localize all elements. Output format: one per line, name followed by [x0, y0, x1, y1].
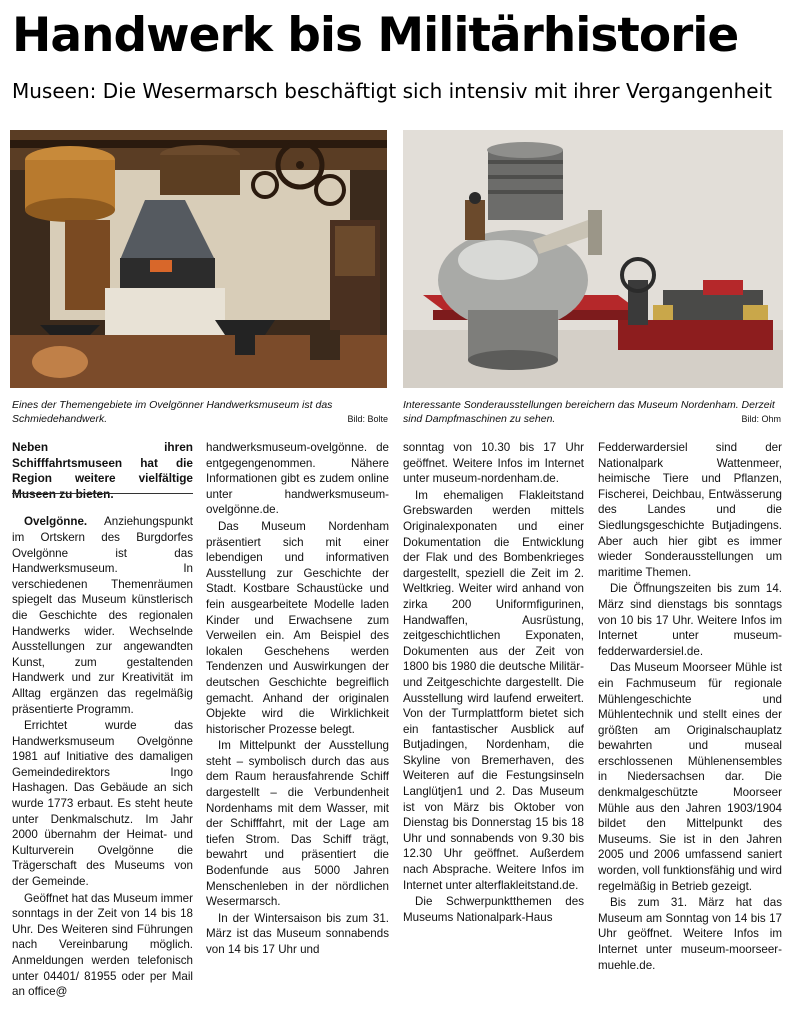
headline: Handwerk bis Militärhistorie — [12, 8, 739, 63]
photo-caption-left — [12, 398, 388, 426]
paragraph: Fedderwardersiel sind der Nationalpark Wattenmeer, heimische Tiere und Pflanzen, Fischerei, Deichbau, Entwässerung des Landes und die Siedlungsgeschichte Butjadingens. Aber auch hier gibt es immer wieder Sonderausstellungen um maritime Themen. — [598, 441, 782, 579]
article-column-1 — [12, 440, 193, 1000]
paragraph: Das Museum Moorseer Mühle ist ein Fachmuseum für regionale Mühlengeschichte und Mühlentechnik und stellt eines der größten am Originalschauplatz bewahrten und museal erschlossenen Mühlenensembles in Niedersachsen dar. Die denkmalgeschützte Moorseer Mühle aus den Jahren 1903/1904 bildet den Mittelpunkt des Museums. Sie ist in den Jahren 2005 und 2006 umfassend saniert worden, voll funktionsfähig und wird regelmäßig in Betrieb gezeigt. — [598, 661, 782, 893]
paragraph — [12, 514, 193, 717]
article-lead: Neben ihren Schifffahrtsmuseen hat die Region weitere vielfältige Museen zu bieten. — [12, 440, 193, 501]
caption-text: Interessante Sonderausstellungen bereichern das Museum Nordenham. Derzeit sind Dampfmaschinen zu sehen. — [403, 399, 775, 425]
paragraph: Bis zum 31. März hat das Museum am Sonntag von 14 bis 17 Uhr geöffnet. Weitere Infos im Internet unter museum-moorseer-muehle.de. — [598, 896, 782, 972]
paragraph: In der Wintersaison bis zum 31. März ist das Museum sonnabends von 14 bis 17 Uhr und — [206, 911, 389, 956]
paragraph: Geöffnet hat das Museum immer sonntags in der Zeit von 14 bis 18 Uhr. Des Weiteren sind Führungen nach Vereinbarung möglich. Anmeldungen werden telefonisch unter 04401/ 81955 oder per Mail an office@ — [12, 891, 193, 999]
paragraph: Im ehemaligen Flakleitstand Grebswarden werden mittels Originalexponaten und einer Dokumentation die Entwicklung der Flak und des Bombenkrieges dargestellt, speziell die Zeit im 2. Weltkrieg. Weiter wird anhand von zirka 200 Uniformfigurinen, Handwaffen, Ausrüstung, zeitgeschichtlichen Exponaten, Dokumenten aus der Zeit von 1800 bis 1980 die deutsche Militär- und Zeitgeschichte dargestellt. Die Ausstellung wird laufend erweitert. Von der Turmplattform bietet sich ein fantastischer Ausblick auf Butjadingen, Nordenham, die Skyline von Bremerhaven, des Weiteren auf die Festungsinseln Langlütjen1 und 2. Das Museum ist von März bis Oktober von Dienstag bis Donnerstag 15 bis 18 Uhr und sonnabends von 9.30 bis 12.30 Uhr geöffnet. Außerdem nach Absprache. Weitere Infos im Internet unter alterflakleitstand.de. — [403, 488, 584, 892]
blacksmith-workshop-photo — [10, 130, 387, 388]
paragraph: Errichtet wurde das Handwerksmuseum Ovelgönne 1981 auf Initiative des damaligen Gemeindedirektors Ingo Hashagen. Das Gebäude an sich wurde 1773 erbaut. Es steht heute unter Denkmalschutz. Im Jahr 2000 übernahm der Heimat- und Kulturverein Ovelgönne die Trägerschaft des Museums von der Gemeinde. — [12, 719, 193, 889]
paragraph-text: Anziehungspunkt im Ortskern des Burgdorfes Ovelgönne ist das Handwerksmuseum. In verschiedenen Themenräumen spiegelt das Museum künstlerisch die Geschichte des regionalen Handwerks wider. Wechselnde Ausstellungen zur angewandten Kunst, zum gestaltenden Handwerk und zur Kreativität im Alltag ergänzen das regelmäßig präsentierte Programm. — [12, 515, 193, 716]
caption-text: Eines der Themengebiete im Ovelgönner Handwerksmuseum ist das Schmiedehandwerk. — [12, 399, 333, 425]
paragraph: Die Öffnungszeiten bis zum 14. März sind dienstags bis sonntags von 10 bis 17 Uhr. Weitere Infos im Internet unter museum-fedderwardersiel.de. — [598, 582, 782, 658]
paragraph: Die Schwerpunktthemen des Museums Nationalpark-Haus — [403, 895, 584, 924]
article-column-2 — [206, 440, 389, 958]
article-column-4 — [598, 440, 782, 973]
subheadline: Museen: Die Wesermarsch beschäftigt sich intensiv mit ihrer Vergangenheit — [12, 79, 772, 103]
article-column-3 — [403, 440, 584, 925]
photo-credit: Bild: Ohm — [741, 414, 781, 424]
steam-engine-photo — [403, 130, 783, 388]
paragraph: sonntag von 10.30 bis 17 Uhr geöffnet. Weitere Infos im Internet unter museum-nordenham.de. — [403, 441, 584, 486]
photo-credit: Bild: Bolte — [347, 414, 388, 424]
paragraph: handwerksmuseum-ovelgönne. de entgegengenommen. Nähere Informationen gibt es zudem online unter handwerksmuseum-ovelgönne.de. — [206, 441, 389, 517]
paragraph: Das Museum Nordenham präsentiert sich mit einer lebendigen und informativen Ausstellung zur Geschichte der Stadt. Kostbare Schaustücke und fein ausgearbeitete Modelle laden Kinder und Erwachsene zum Verweilen ein. Am Beispiel des lokalen Geschehens werden Tendenzen und Auswirkungen der deutschen Geschichte begreiflich gemacht. Anhand der originalen Objekte wird die Wirklichkeit historischer Prozesse belegt. — [206, 519, 389, 736]
dateline: Ovelgönne. — [24, 515, 88, 529]
paragraph: Im Mittelpunkt der Ausstellung steht – symbolisch durch das aus dem Raum herausfahrende Schiff dargestellt – die Verbundenheit Nordenhams mit dem Wasser, mit der Schifffahrt, mit der Lage am tiefen Strom. Das Schiff trägt, bewahrt und präsentiert die Bodenfunde aus 5000 Jahren Menschenleben in der nördlichen Wesermarsch. — [206, 739, 389, 909]
lead-divider — [12, 493, 193, 494]
photo-caption-right — [403, 398, 781, 426]
